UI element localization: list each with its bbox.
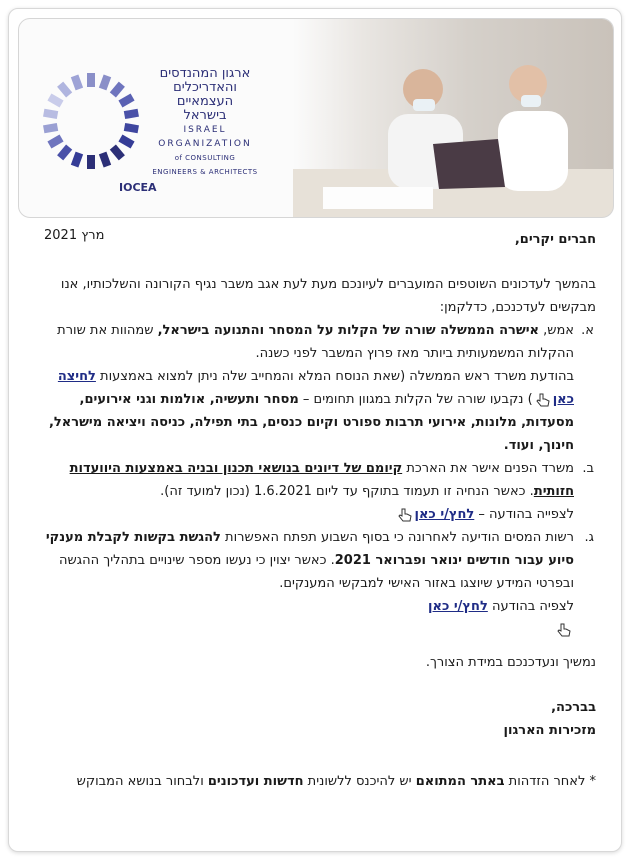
org-name-en-small: ENGINEERS & ARCHITECTS [152,168,258,176]
list-marker: ב. [582,461,594,476]
list-item-c [40,526,596,641]
org-name-en-line: ISRAEL [183,125,227,135]
org-name-he-line: העצמאיים [176,94,234,109]
hand-pointer-icon [535,392,551,408]
text: . כאשר יצוין כי נעשו מספר שינויים בתהליך ההגשה ובפרטי המידע שיוצגו באזור האישי למבקשי המענקים. [59,553,574,591]
tax-authority-link[interactable]: לחץ/י כאן [428,599,488,614]
bold-text: להגשת בקשות לקבלת מענקי סיוע עבור חודשים ינואר ופברואר 2021 [45,530,574,568]
org-acronym: IOCEA [119,181,157,194]
text: ) נקבעו שורה של הקלות במגוון תחומים – [298,392,533,407]
list-marker: ג. [584,530,594,545]
org-name-he-line: בישראל [183,108,227,123]
text: משרד הפנים אישר את הארכת [402,461,574,476]
bold-text: באתר המתואם [415,774,505,789]
bold-text: אישרה הממשלה שורה של הקלות על המסחר והתנועה בישראל, [157,323,539,338]
signature: מזכירות הארגון [503,723,596,738]
text: ולבחור בנושא המבוקש [76,774,208,789]
org-name-en-line: ORGANIZATION [158,139,252,149]
list-item-b [40,457,596,526]
intro-paragraph: בהמשך לעדכונים השוטפים המועברים לעיונכם מעת לעת אגב משבר נגיף הקורונה והשלכותיו, אנו מבקשים לעדכנכם, כדלקמן: [60,277,596,315]
hand-pointer-icon [397,507,413,523]
interior-ministry-link[interactable]: לחץ/י כאן [414,507,475,522]
signoff: בברכה, [551,700,596,715]
text: * לאחר הזדהות [504,774,596,789]
letter-body [40,228,596,793]
greeting: חברים יקרים, [514,232,596,247]
list-item-a [40,319,596,457]
iocea-logo-icon [41,61,151,191]
org-name-block [149,67,261,179]
text: שמהוות את שורת ההקלות המשמעותית ביותר מאז פרוץ המשבר לפני כשנה. [57,323,574,361]
letter-date: מרץ 2021 [44,228,105,243]
bold-text: חדשות ועדכונים [207,774,304,789]
list-marker: א. [581,323,594,338]
hand-pointer-icon [556,622,572,638]
masked-colleagues-photo [293,19,613,217]
text: . כאשר הנחיה זו תעמוד בתוקף עד ליום 1.6.2021 (נכון למועד זה). [160,484,534,499]
header-photo [293,19,613,217]
bold-text: קיומם של דיונים בנושאי תכנון ובניה באמצעות היוועדות חזותית [69,461,574,499]
org-name-he-line: ארגון המהנדסים [159,66,251,81]
text: אמש, [539,323,574,338]
org-name-en-small: of CONSULTING [174,154,236,162]
text: לצפייה בהודעה – [474,507,574,522]
text: יש להיכנס ללשונית [303,774,416,789]
footnote [40,770,596,793]
org-name-he-line: והאדריכלים [173,80,237,95]
text: רשות המסים הודיעה לאחרונה כי בסוף השבוע תפתח האפשרות [220,530,574,545]
closing-line: נמשיך ונעדכנכם במידת הצורך. [425,655,596,670]
press-release-link[interactable]: לחיצה כאן [57,369,574,407]
bold-text: מסחר ותעשיה, אולמות וגני אירועים, מסעדות, מלונות, אירועי תרבות ספורט וקיום כנסים, בתי תפילה, כניסה ויציאה מישראל, חינוך, ועוד. [48,392,574,453]
header-banner [18,18,614,218]
text: בהודעת משרד ראש הממשלה (שאת הנוסח המלא והמחייב שלה ניתן למצוא באמצעות [95,369,574,384]
text: לצפיה בהודעה [487,599,574,614]
